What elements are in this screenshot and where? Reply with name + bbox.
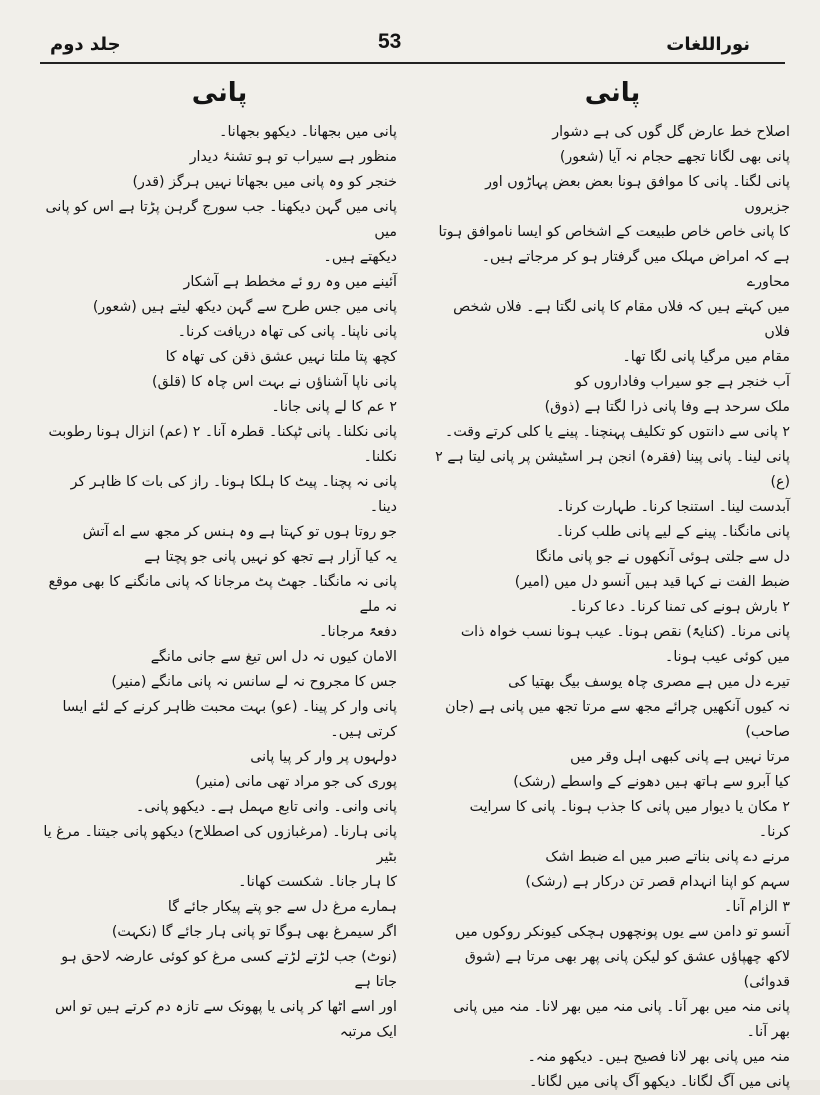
text-line: سہم کو اپنا انہدام قصر تن درکار ہے (رشک) <box>525 874 790 890</box>
text-line: ۲ پانی سے دانتوں کو تکلیف پہنچنا۔ پینے یا کلی کرتے وقت۔ <box>445 424 790 440</box>
page-header <box>0 28 820 64</box>
text-line: پانی میں گہن دیکھنا۔ جب سورج گرہن پڑتا ہے اس کو پانی میں <box>45 199 397 240</box>
left-column <box>42 74 397 1054</box>
text-line: پانی میں بجھانا۔ دیکھو بجھانا۔ <box>219 124 397 140</box>
text-line: خنجر کو وہ پانی میں بجھاتا نہیں ہرگز (قدر) <box>132 174 397 190</box>
text-line: ہے کہ امراض مہلک میں گرفتار ہو کر مرجاتے ہیں۔ محاورے <box>481 249 790 290</box>
text-line: تیرے دل میں ہے مصری چاہ یوسف بیگ بھتیا کی <box>508 674 790 690</box>
text-line: آبدست لینا۔ استنجا کرنا۔ طہارت کرنا۔ <box>556 499 790 515</box>
text-line: پانی مانگنا۔ پینے کے لیے پانی طلب کرنا۔ <box>555 524 790 540</box>
text-line: نہ کیوں آنکھیں چرائے مجھ سے مرتا تجھ میں پانی ہے (جان صاحب) <box>445 699 790 740</box>
text-line: پانی نکلنا۔ پانی ٹپکنا۔ قطرہ آنا۔ ۲ (عم) انزال ہونا رطوبت <box>48 424 397 440</box>
left-column-body <box>42 120 397 1045</box>
text-line: پوری کی جو مراد تھی مانی (منیر) <box>195 774 397 790</box>
text-line: الامان کیوں نہ دل اس تیغ سے جانی مانگے <box>150 649 397 665</box>
text-line: آب خنجر ہے جو سیراب وفاداروں کو <box>575 374 790 390</box>
left-column-headword: پانی <box>191 78 248 108</box>
text-line: منہ میں پانی بھر لانا فصیح ہیں۔ دیکھو منہ۔ <box>527 1049 790 1065</box>
text-line: پانی ناپا آشناؤں نے بہت اس چاہ کا (قلق) <box>152 374 397 390</box>
book-title: نوراللغات <box>666 34 750 55</box>
text-line: دل سے جلتی ہوئی آنکھوں نے جو پانی مانگا <box>535 549 790 565</box>
text-line: کچھ پتا ملتا نہیں عشق ذقن کی تھاہ کا <box>165 349 397 365</box>
text-line: پانی لینا۔ پانی پینا (فقرہ) انجن ہر اسٹیشن پر پانی لیتا ہے ۲ (ع) <box>435 449 790 490</box>
text-line: یہ کیا آزار ہے تجھ کو نہیں پانی جو پچتا ہے <box>144 549 397 565</box>
text-line: پانی ناپنا۔ پانی کی تھاہ دریافت کرنا۔ <box>177 324 397 340</box>
text-line: ۲ عم کا لے پانی جانا۔ <box>271 399 397 415</box>
text-line: کرتی ہیں۔ <box>330 724 397 740</box>
text-line: پانی وار کر پینا۔ (عو) بہت محبت ظاہر کرنے کے لئے ایسا <box>62 699 397 715</box>
text-line: پانی نہ مانگنا۔ جھٹ پٹ مرجانا کہ پانی مانگنے کا بھی موقع نہ ملے <box>48 574 397 615</box>
text-line: پانی مرنا۔ (کنایۃً) نقص ہونا۔ عیب ہونا نسب خواہ ذات <box>460 624 790 640</box>
text-line: پانی وانی۔ وانی تابع مہمل ہے۔ دیکھو پانی۔ <box>136 799 397 815</box>
text-line: منظور ہے سیراب تو ہو تشنۂ دیدار <box>189 149 397 165</box>
text-line: (نوٹ) جب لڑتے لڑتے کسی مرغ کو کوئی عارضہ لاحق ہو جاتا ہے <box>61 949 397 990</box>
text-line: پانی منہ میں بھر آنا۔ پانی منہ میں بھر لانا۔ منہ میں پانی بھر آنا۔ <box>453 999 790 1040</box>
text-line: پانی نہ پچنا۔ پیٹ کا ہلکا ہونا۔ راز کی بات کا ظاہر کر دینا۔ <box>70 474 397 515</box>
text-line: جس کا مجروح نہ لے سانس نہ پانی مانگے (منیر) <box>111 674 397 690</box>
text-line: دیکھتے ہیں۔ <box>323 249 397 265</box>
text-line: اصلاح خط عارض گل گوں کی ہے دشوار <box>552 124 790 140</box>
text-line: لاکھ چھپاؤں عشق کو لیکن پانی پھر بھی مرتا ہے (شوق قدوائی) <box>464 949 790 990</box>
text-line: نکلنا۔ <box>363 449 397 465</box>
right-column <box>435 74 790 1090</box>
text-line: دولہوں پر وار کر پیا پانی <box>250 749 397 765</box>
text-line: پانی بھی لگانا تجھے حجام نہ آیا (شعور) <box>559 149 790 165</box>
text-line: مقام میں مرگیا پانی لگا تھا۔ <box>622 349 790 365</box>
text-line: مرتا نہیں ہے پانی کبھی اہل وقر میں <box>570 749 790 765</box>
right-column-body <box>435 120 790 1095</box>
right-column-headword: پانی <box>584 78 641 108</box>
text-line: کا ہار جانا۔ شکست کھانا۔ <box>238 874 397 890</box>
text-line: مرنے دے پانی بناتے صبر میں اے ضبط اشک <box>545 849 790 865</box>
text-line: آئینے میں وہ رو ئے مخطط ہے آشکار <box>183 274 397 290</box>
text-line: پانی لگنا۔ پانی کا موافق ہونا بعض بعض پہاڑوں اور جزیروں <box>485 174 790 215</box>
text-line: ۲ مکان یا دیوار میں پانی کا جذب ہونا۔ پانی کا سرایت کرنا۔ <box>469 799 790 840</box>
text-line: آنسو تو دامن سے یوں پونچھوں ہچکی کیونکر روکوں میں <box>455 924 790 940</box>
text-line: ۲ بارش ہونے کی تمنا کرنا۔ دعا کرنا۔ <box>569 599 790 615</box>
text-line: کا پانی خاص خاص طبیعت کے اشخاص کو ایسا ناموافق ہوتا <box>438 224 790 240</box>
text-line: میں کہتے ہیں کہ فلاں مقام کا پانی لگتا ہے۔ فلاں شخص فلاں <box>453 299 790 340</box>
text-line: پانی میں جس طرح سے گہن دیکھ لیتے ہیں (شعور) <box>92 299 397 315</box>
text-line: جو روتا ہوں تو کہتا ہے وہ ہنس کر مجھ سے اے آتش <box>82 524 397 540</box>
text-line: پانی میں آگ لگانا۔ دیکھو آگ پانی میں لگانا۔ <box>529 1074 790 1090</box>
page-number: 53 <box>378 30 402 53</box>
text-line: ملک سرحد ہے وفا پانی ذرا لگتا ہے (ذوق) <box>544 399 790 415</box>
text-line: کیا آبرو سے ہاتھ ہیں دھونے کے واسطے (رشک) <box>513 774 790 790</box>
text-line: ہمارے مرغ دل سے جو پتے پیکار جائے گا <box>167 899 397 915</box>
text-line: دفعۃً مرجانا۔ <box>319 624 397 640</box>
text-line: ضبط الفت نے کہا قید ہیں آنسو دل میں (امیر) <box>514 574 790 590</box>
text-line: میں کوئی عیب ہونا۔ <box>665 649 790 665</box>
volume-label: جلد دوم <box>50 34 121 55</box>
text-line: ۳ الزام آنا۔ <box>724 899 790 915</box>
text-line: اور اسے اٹھا کر پانی یا پھونک سے تازہ دم کرتے ہیں تو اس ایک مرتبہ <box>54 999 397 1040</box>
text-line: اگر سیمرغ بھی ہوگا تو پانی ہار جائے گا (نکہت) <box>111 924 397 940</box>
header-rule <box>40 62 785 64</box>
text-line: پانی ہارنا۔ (مرغبازوں کی اصطلاح) دیکھو پانی جیتنا۔ مرغ یا بٹیر <box>43 824 397 865</box>
